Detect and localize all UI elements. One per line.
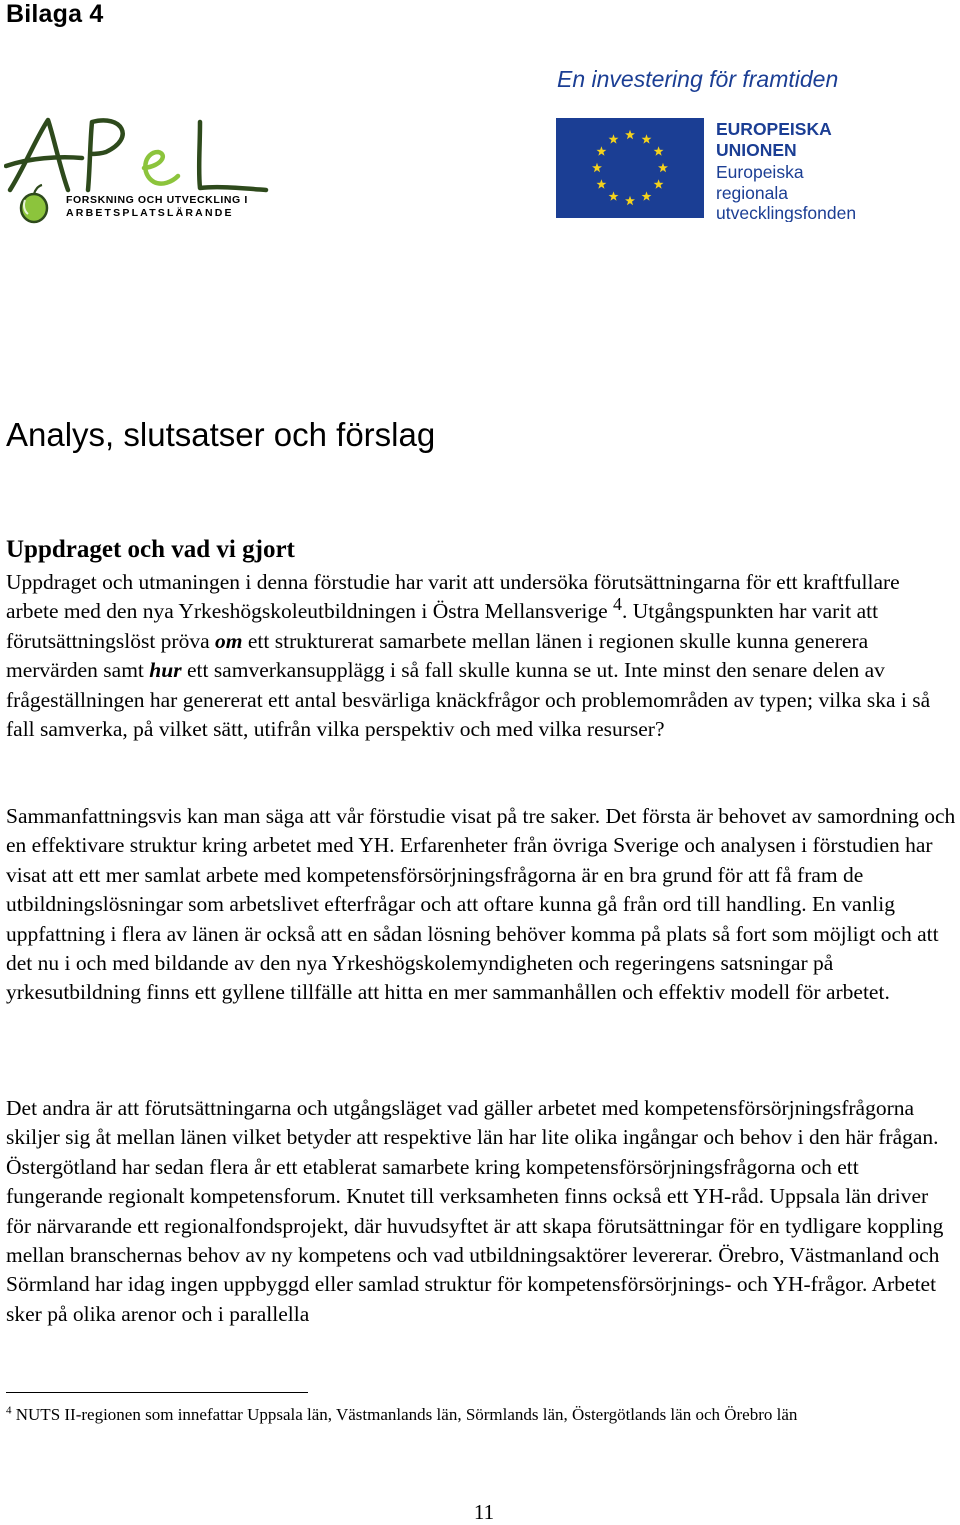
para1-emphasis-om: om — [215, 628, 243, 653]
para1-text-3: ett strukturerat samarbete mellan länen i regionen skulle kunna generera mervärden samt — [6, 628, 869, 683]
paragraph-3: Det andra är att förutsättningarna och utgångsläget vad gäller arbetet med kompetensförsörjningsfrågorna skiljer sig åt mellan länen vilket betyder att respektive län har lite olika ingångar och behov i den här frågan. Östergötland har sedan flera år ett etablerat samarbete kring kompetensförsörjningsfrågorna och ett fungerande regionalt kompetensforum. Knutet till verksamheten finns också ett YH-råd. Uppsala län driver för närvarande ett regionalfondsprojekt, där huvudsyftet är att skapa förutsättningar för en tydligare koppling mellan branschernas behov av ny kompetens och vad utbildningsaktörer levererar. Örebro, Västmanland och Sörmland har idag ingen uppbyggd eller samlad struktur för kompetensförsörjnings- och YH-frågor. Arbetet sker på olika arenor och i parallella — [6, 1096, 944, 1326]
footnote-divider — [6, 1392, 308, 1393]
eu-line4: regionala — [716, 183, 788, 203]
apel-logo — [4, 108, 274, 228]
para1-emphasis-hur: hur — [149, 658, 182, 683]
footnote — [6, 1402, 956, 1427]
apel-logo-line2: ARBETSPLATSLÄRANDE — [66, 207, 234, 219]
page-number: 11 — [473, 1500, 495, 1524]
eu-tagline — [555, 62, 855, 96]
eu-line5: utvecklingsfonden — [716, 203, 857, 222]
para1-text-4: ett samverkansupplägg i så fall skulle kunna se ut. Inte minst den senare delen av frågeställningen har genererat ett antal besvärliga knäckfrågor och problemområden av typen; vilka ska i så fall samverka, på vilket sätt, utifrån vilka perspektiv och med vilka resurser? — [6, 658, 931, 742]
section-heading: Uppdraget och vad vi gjort — [6, 536, 295, 563]
footnote-ref[interactable]: 4 — [613, 594, 622, 615]
footnote-marker: 4 — [6, 1404, 12, 1417]
eu-line1: EUROPEISKA — [716, 119, 832, 139]
eu-tagline-text: En investering för framtiden — [557, 66, 839, 92]
eu-logo — [556, 118, 874, 222]
eu-line2: UNIONEN — [716, 140, 797, 160]
apel-logo-line1: FORSKNING OCH UTVECKLING I — [66, 194, 248, 206]
page-title: Analys, slutsatser och förslag — [6, 416, 436, 453]
footnote-text: NUTS II-regionen som innefattar Uppsala län, Västmanlands län, Sörmlands län, Östergötlands län och Örebro län — [11, 1405, 798, 1424]
para1-text-1: Uppdraget och utmaningen i denna förstudie har varit att undersöka förutsättningarna för ett kraftfullare arbete med den nya Yrkeshögskoleutbildningen i Östra Mellansverige — [6, 570, 900, 624]
eu-line3: Europeiska — [716, 162, 804, 182]
apple-icon — [21, 185, 47, 222]
para1-text-2: . Utgångspunkten har varit att förutsättningslöst pröva — [6, 599, 879, 653]
paragraph-2: Sammanfattningsvis kan man säga att vår förstudie visat på tre saker. Det första är behovet av samordning och en effektivare struktur kring arbetet med YH. Erfarenheter från övriga Sverige och analysen i förstudien har visat att ett mer samlat arbete med kompetensförsörjningsfrågorna är en bra grund för att få fram de utbildningslösningar som arbetslivet efterfrågar och att oftare kunna gå från ord till handling. En vanlig uppfattning i flera av länen är också att en sådan lösning behöver komma på plats så fort som möjligt och att det nu i och med bildande av den nya Yrkeshögskolemyndigheten och regeringens satsningar på yrkesutbildning finns ett gyllene tillfälle att hitta en mer sammanhållen och effektiv modell för arbetet. — [6, 804, 956, 1005]
appendix-label: Bilaga 4 — [6, 0, 104, 28]
paragraph-1 — [6, 568, 956, 744]
